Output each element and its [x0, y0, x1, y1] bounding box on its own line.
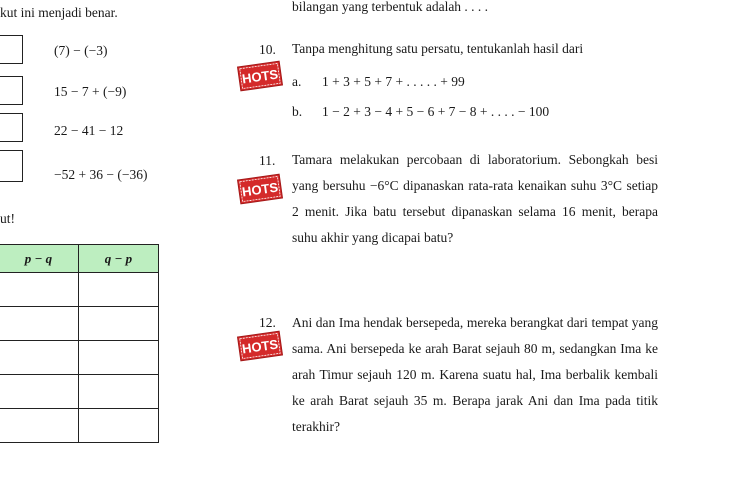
exercise-expression: 22 − 41 − 12	[54, 123, 124, 138]
table-cell[interactable]	[0, 273, 79, 307]
instruction-fragment: ut!	[0, 211, 15, 226]
exercise-expression: (7) − (−3)	[54, 43, 108, 58]
hots-stamp-icon	[236, 60, 283, 92]
question-number: 11.	[259, 153, 276, 168]
hots-stamp-icon	[236, 173, 283, 205]
option-text: 1 + 3 + 5 + 7 + . . . . . + 99	[322, 74, 465, 89]
intro-fragment: kut ini menjadi benar.	[0, 5, 118, 20]
previous-question-fragment: bilangan yang terbentuk adalah . . . .	[292, 0, 489, 14]
answer-box[interactable]	[0, 35, 23, 64]
table-cell[interactable]	[79, 341, 159, 375]
table-header-cell: p − q	[0, 245, 79, 273]
question-number: 12.	[259, 315, 276, 330]
question-number: 10.	[259, 42, 276, 57]
table-row	[0, 307, 159, 341]
table-cell[interactable]	[79, 273, 159, 307]
table-row	[0, 375, 159, 409]
table-cell[interactable]	[79, 307, 159, 341]
question-text: Tanpa menghitung satu persatu, tentukanlah hasil dari	[292, 41, 584, 56]
table-header-cell: q − p	[79, 245, 159, 273]
hots-badge	[236, 60, 283, 92]
hots-stamp-icon	[236, 330, 283, 362]
table-cell[interactable]	[0, 409, 79, 443]
table-cell[interactable]	[79, 409, 159, 443]
badge-text: HOTS	[241, 179, 280, 200]
table-header-row	[0, 245, 159, 273]
answer-box[interactable]	[0, 76, 23, 105]
option-label: a.	[292, 74, 302, 89]
answer-box[interactable]	[0, 113, 23, 142]
badge-text: HOTS	[241, 66, 280, 87]
table-cell[interactable]	[0, 375, 79, 409]
table-row	[0, 409, 159, 443]
exercise-expression: −52 + 36 − (−36)	[54, 167, 148, 182]
answer-table	[0, 244, 159, 443]
option-text: 1 − 2 + 3 − 4 + 5 − 6 + 7 − 8 + . . . . − 100	[322, 104, 550, 119]
question-text: Ani dan Ima hendak bersepeda, mereka berangkat dari tempat yang sama. Ani bersepeda ke arah Barat sejauh 80 m, sedangkan Ima ke arah Timur sejauh 120 m. Karena suatu hal, Ima berbalik kembali ke arah Barat sejauh 35 m. Berapa jarak Ani dan Ima pada titik terakhir?	[292, 315, 658, 434]
badge-text: HOTS	[241, 336, 280, 357]
hots-badge	[236, 330, 283, 362]
table-cell[interactable]	[79, 375, 159, 409]
table-cell[interactable]	[0, 307, 79, 341]
option-label: b.	[292, 104, 303, 119]
exercise-expression: 15 − 7 + (−9)	[54, 84, 127, 99]
table-cell[interactable]	[0, 341, 79, 375]
answer-box[interactable]	[0, 150, 23, 182]
table-row	[0, 273, 159, 307]
question-text: Tamara melakukan percobaan di laboratorium. Sebongkah besi yang bersuhu −6°C dipanaskan rata-rata kenaikan suhu 3°C setiap 2 menit. Jika batu tersebut dipanaskan selama 16 menit, berapa suhu akhir yang dicapai batu?	[292, 152, 658, 245]
table-row	[0, 341, 159, 375]
hots-badge	[236, 173, 283, 205]
